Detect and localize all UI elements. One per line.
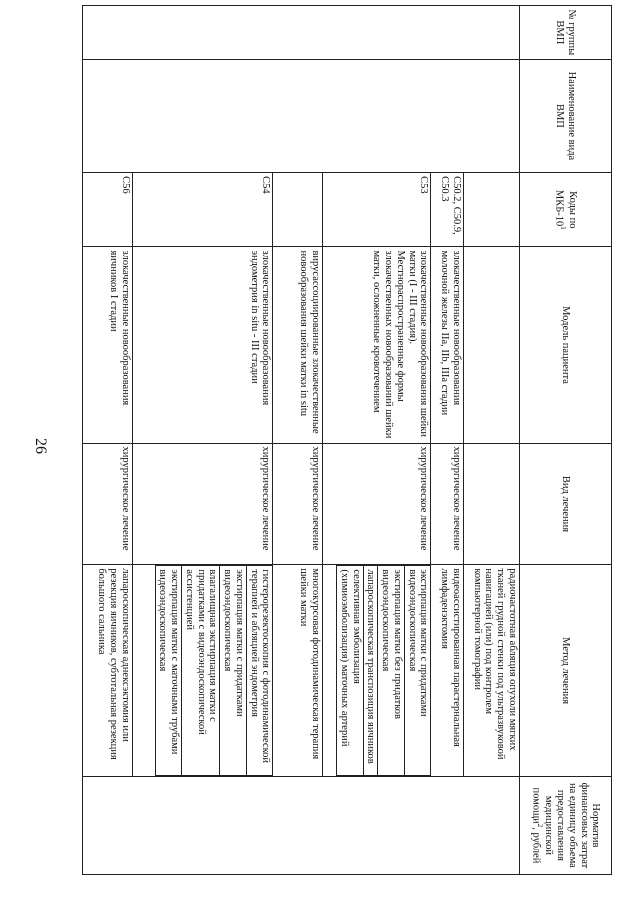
header-model: Модель пациента [520,247,612,443]
cell-methods [323,565,431,777]
method-item: экстирпация матки с придатками видеоэндоскопическая [220,566,247,776]
table-row [463,6,519,875]
vmp-table [82,5,612,875]
method-item: экстирпация матки с маточными трубами видеоэндоскопическая [155,566,182,776]
header-norm-footnote: 2 [535,823,544,828]
cell-model: злокачественные новообразования эндометрия in situ - III стадии [132,247,273,443]
cell-model: вирусассоциированные злокачественные новообразования шейки матки in situ [273,247,323,443]
cell-group [83,6,520,60]
cell-code [463,173,519,247]
cell-kind [463,443,519,565]
cell-kind: хирургическое лечение [132,443,273,565]
header-codes-text: Коды по МКБ-10 [553,189,578,229]
cell-kind: хирургическое лечение [83,443,133,565]
cell-model: злокачественные новообразования молочной железы IIa, IIb, IIIa стадии [431,247,463,443]
header-method: Метод лечения [520,565,612,777]
cell-kind: хирургическое лечение [323,443,431,565]
cell-name [83,59,520,173]
cell-method: видеоассистированная парастернальная лимфаденэктомия [431,565,463,777]
cell-code: C54 [132,173,273,247]
header-norm [520,776,612,874]
method-item: экстирпация матки без придатков видеоэндоскопическая [378,566,405,776]
cell-code: C50.2, C50.9, C50.3 [431,173,463,247]
method-item: лапароскопическая транспозиция яичников [363,566,378,776]
cell-model [463,247,519,443]
method-item: экстирпация матки с придатками видеоэндоскопическая [404,566,430,776]
cell-code: C56 [83,173,133,247]
cell-method: многокурсовая фотодинамическая терапия шейки матки [273,565,323,777]
cell-kind: хирургическое лечение [431,443,463,565]
method-item: влагалищная экстирпация матки с придатками с видеоэндоскопической ассистенцией [182,566,220,776]
header-codes-footnote: 1 [559,226,568,230]
page-number: 26 [32,438,49,454]
header-codes [520,173,612,247]
header-kind: Вид лечения [520,443,612,565]
methods-list [336,565,430,776]
header-norm-unit: , рублей [530,827,542,864]
methods-list [155,565,273,776]
cell-model: злокачественные новообразования яичников I стадии [83,247,133,443]
cell-code: C53 [323,173,431,247]
header-group: № группы ВМП [520,6,612,60]
cell-model: злокачественные новообразования шейки матки (I - III стадия). Местнораспространенные формы злокачественных новообразований шейки матки, осложненные кровотечением [323,247,431,443]
cell-norm [83,776,520,874]
header-norm-text: Норматив финансовых затрат на единицу объема предоставления медицинской помощи [530,782,602,869]
cell-kind: хирургическое лечение [273,443,323,565]
method-item: гистерорезектоскопия с фотодинамической терапией и абляцией эндометрия [246,566,272,776]
header-row [520,6,612,875]
rotated-table-container [82,5,612,875]
header-name: Наименование вида ВМП [520,59,612,173]
cell-method: радиочастотная абляция опухоли мягких тканей грудной стенки под ультразвуковой навигацией (или) под контролем компьютерной томографии [463,565,519,777]
method-item: селективная эмболизация (химиоэмболизация) маточных артерий [337,566,364,776]
cell-code [273,173,323,247]
cell-methods [132,565,273,777]
cell-method: лапароскопическая аднексэктомия или резекция яичников, субтотальная резекция большого сальника [83,565,133,777]
